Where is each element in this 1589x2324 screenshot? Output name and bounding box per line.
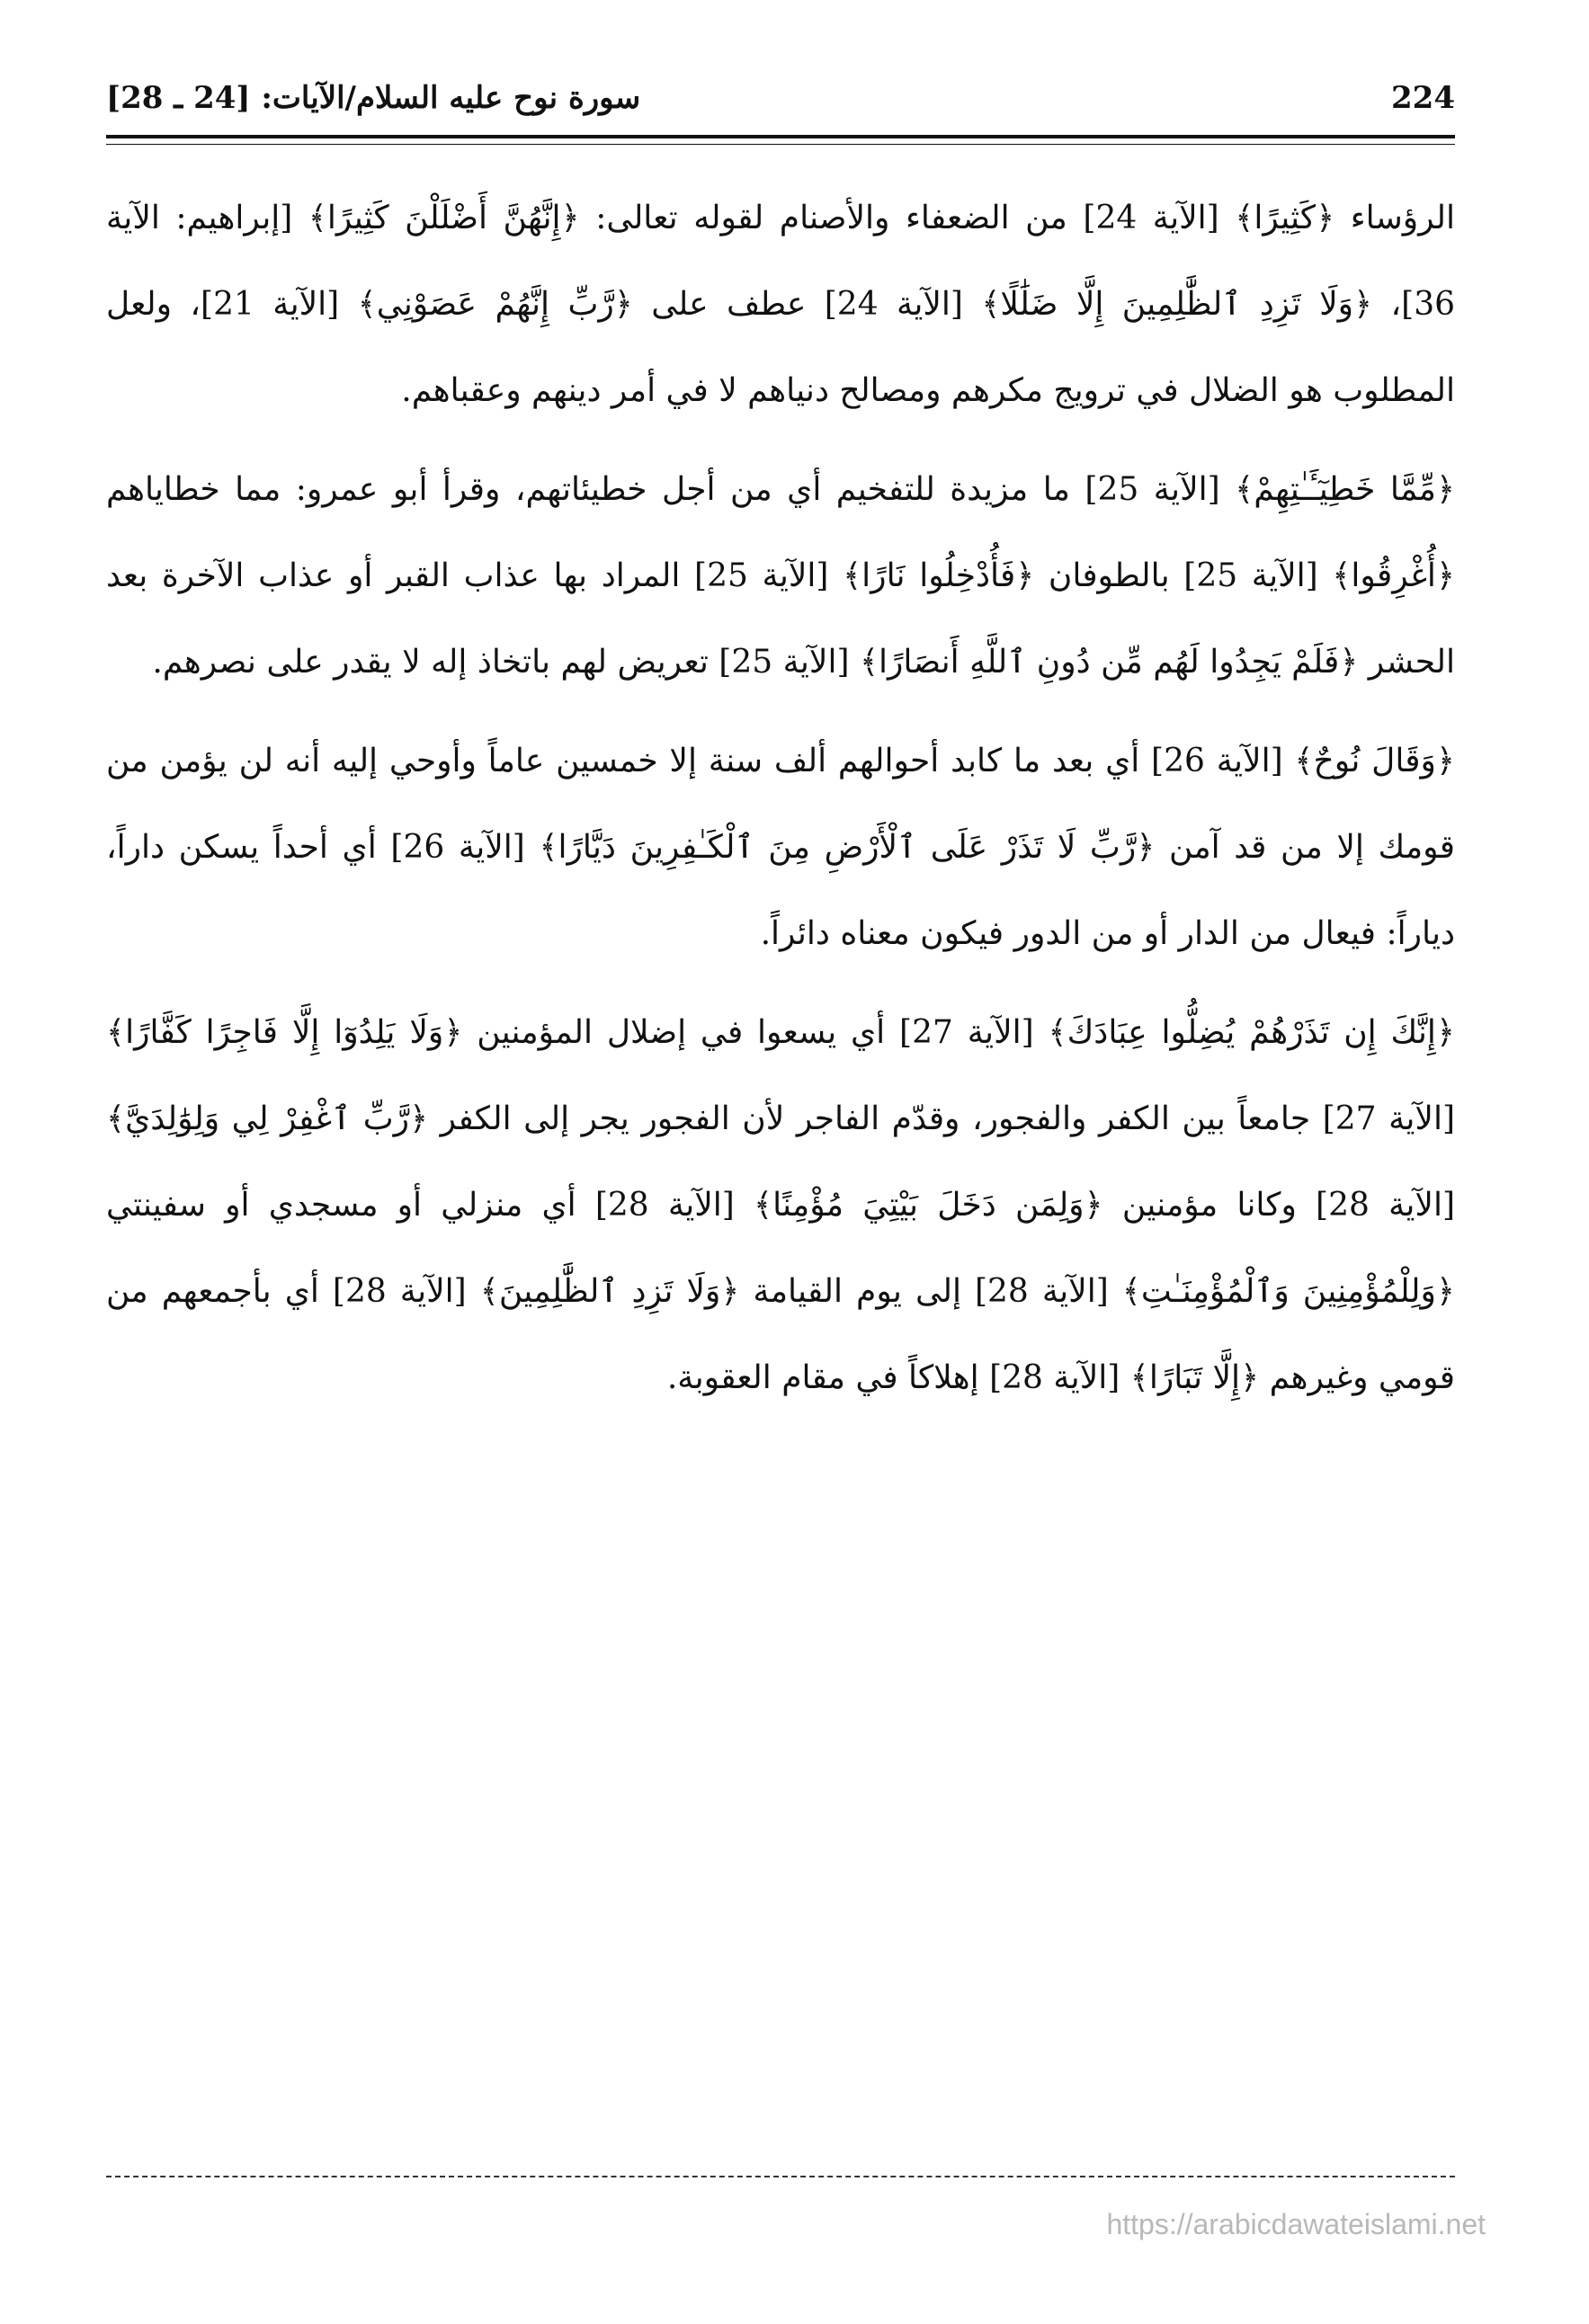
paragraph-3: ﴿وَقَالَ نُوحٌ﴾ [الآية 26] أي بعد ما كابد أحوالهم ألف سنة إلا خمسين عاماً وأوحي إليه أنه لن يؤمن من قومك إلا من قد آمن ﴿رَّبِّ لَا تَذَرْ عَلَى ٱلْأَرْضِ مِنَ ٱلْكَـٰفِرِينَ دَيَّارًا﴾ [الآية 26] أي أحداً يسكن داراً، دياراً: فيعال من الدار أو من الدور فيكون معناه دائراً.: [106, 743, 1455, 952]
paragraph-2: ﴿مِّمَّا خَطِيٓـَٔـٰتِهِمْ﴾ [الآية 25] ما مزيدة للتفخيم أي من أجل خطيئاتهم، وقرأ أبو عمرو: مما خطاياهم ﴿أُغْرِقُوا﴾ [الآية 25] بالطوفان ﴿فَأُدْخِلُوا نَارًا﴾ [الآية 25] المراد بها عذاب القبر أو عذاب الآخرة بعد الحشر ﴿فَلَمْ يَجِدُوا لَهُم مِّن دُونِ ٱللَّهِ أَنصَارًا﴾ [الآية 25] تعريض لهم باتخاذ إله لا يقدر على نصرهم.: [106, 471, 1456, 681]
header-rule: [106, 135, 1455, 138]
page-number: 224: [1391, 80, 1455, 116]
paragraph-4: ﴿إِنَّكَ إِن تَذَرْهُمْ يُضِلُّوا عِبَادَكَ﴾ [الآية 27] أي يسعوا في إضلال المؤمنين ﴿وَلَا يَلِدُوٓا إِلَّا فَاجِرًا كَفَّارًا﴾ [الآية 27] جامعاً بين الكفر والفجور، وقدّم الفاجر لأن الفجور يجر إلى الكفر ﴿رَّبِّ ٱغْفِرْ لِي وَلِوَٰلِدَيَّ﴾ [الآية 28] وكانا مؤمنين ﴿وَلِمَن دَخَلَ بَيْتِيَ مُؤْمِنًا﴾ [الآية 28] أي منزلي أو مسجدي أو سفينتي ﴿وَلِلْمُؤْمِنِينَ وَٱلْمُؤْمِنَـٰتِ﴾ [الآية 28] إلى يوم القيامة ﴿وَلَا تَزِدِ ٱلظَّٰلِمِينَ﴾ [الآية 28] أي بأجمعهم من قومي وغيرهم ﴿إِلَّا تَبَارًا﴾ [الآية 28] إهلاكاً في مقام العقوبة.: [106, 1014, 1456, 1396]
running-title: سورة نوح عليه السلام/الآيات: [24 ـ 28]: [106, 80, 641, 116]
page-header: [106, 76, 1455, 130]
footnote-separator: [106, 2176, 1455, 2177]
watermark-url: https://arabicdawateislami.net: [1106, 2208, 1486, 2240]
header-rule-thin: [106, 144, 1455, 145]
body-text: [106, 175, 1455, 1434]
paragraph-1: الرؤساء ﴿كَثِيرًا﴾ [الآية 24] من الضعفاء والأصنام لقوله تعالى: ﴿إِنَّهُنَّ أَضْلَلْنَ كَثِيرًا﴾ [إبراهيم: الآية 36]، ﴿وَلَا تَزِدِ ٱلظَّٰلِمِينَ إِلَّا ضَلَٰلًا﴾ [الآية 24] عطف على ﴿رَّبِّ إِنَّهُمْ عَصَوْنِي﴾ [الآية 21]، ولعل المطلوب هو الضلال في ترويج مكرهم ومصالح دنياهم لا في أمر دينهم وعقباهم.: [106, 200, 1456, 409]
